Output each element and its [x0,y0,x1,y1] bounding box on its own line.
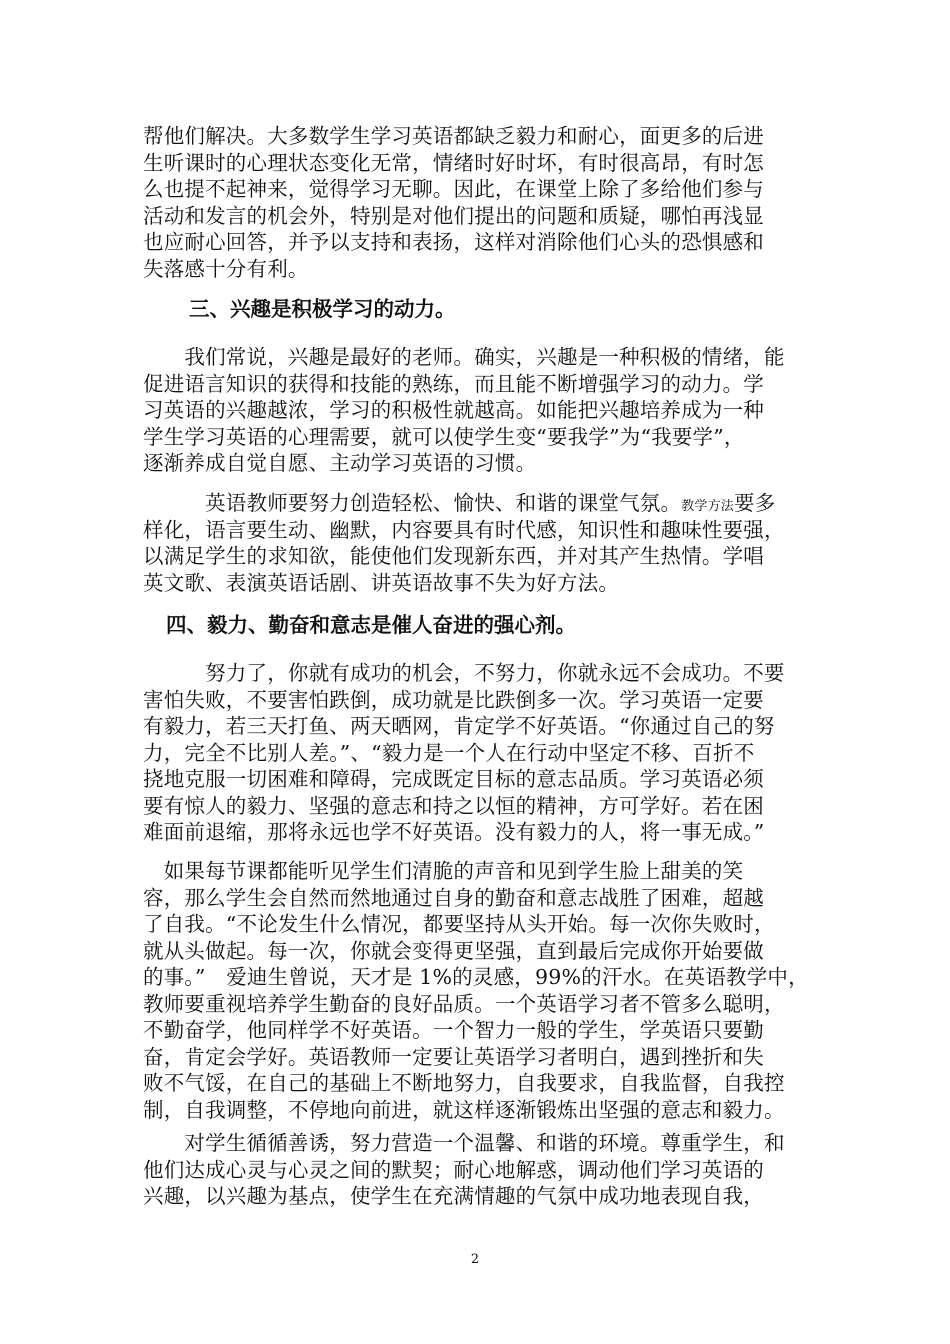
text-run: 英语教师要努力创造轻松、愉快、和谐的课堂气氛。 [143,491,682,515]
text-line: 生听课时的心理状态变化无常，情绪时好时坏，有时很高昂，有时怎 [143,150,764,175]
text-line: 有毅力，若三天打鱼、两天晒网，肯定学不好英语。“你通过自己的努 [143,714,775,738]
text-line: 也应耐心回答，并予以支持和表扬，这样对消除他们心头的恐惧感和 [143,230,764,254]
text-line: 英文歌、表演英语话剧、讲英语故事不失为好方法。 [143,570,620,595]
text-line: 么也提不起神来，觉得学习无聊。因此，在课堂上除了多给他们参与 [143,177,764,201]
text-line: 力，完全不比别人差。”、“毅力是一个人在行动中坚定不移、百折不 [143,740,755,765]
text-line: 以满足学生的求知欲，能使他们发现新东西，并对其产生热情。学唱 [143,544,764,568]
text-line: 挠地克服一切困难和障碍，完成既定目标的意志品质。学习英语必须 [143,767,764,791]
text-line: 的事。” 爱迪生曾说，天才是 1%的灵感，99%的汗水。在英语教学中， [143,965,809,989]
text-line: 要有惊人的毅力、坚强的意志和持之以恒的精神，方可学好。若在困 [143,793,764,818]
text-line: 如果每节课都能听见学生们清脆的声音和见到学生脸上甜美的笑 [143,859,744,883]
text-line: 奋，肯定会学好。英语教师一定要让英语学习者明白，遇到挫折和失 [143,1044,764,1069]
text-line: 对学生循循善诱，努力营造一个温馨、和谐的环境。尊重学生，和 [143,1131,785,1155]
text-line: 帮他们解决。大多数学生学习英语都缺乏毅力和耐心，面更多的后进 [143,124,764,148]
text-line: 教师要重视培养学生勤奋的良好品质。一个英语学习者不管多么聪明， [143,991,785,1016]
text-line: 就从头做起。每一次，你就会变得更坚强，直到最后完成你开始要做 [143,938,764,963]
paragraph-6 [143,1130,807,1210]
text-line: 不勤奋学，他同样学不好英语。一个智力一般的学生，学英语只要勤 [143,1018,764,1042]
text-line: 难面前退缩，那将永远也学不好英语。没有毅力的人，将一事无成。” [143,820,765,844]
paragraph-4 [143,660,807,846]
text-line: 兴趣，以兴趣为基点，使学生在充满情趣的气氛中成功地表现自我， [143,1184,764,1208]
text-line: 容，那么学生会自然而然地通过自身的勤奋和意志战胜了困难，超越 [143,885,764,910]
text-line [143,490,807,517]
paragraph-5 [143,858,807,1123]
text-line: 制，自我调整，不停地向前进，就这样逐渐锻炼出坚强的意志和毅力。 [143,1097,785,1122]
text-line: 败不气馁，在自己的基础上不断地努力，自我要求，自我监督，自我控 [143,1071,785,1095]
text-line: 他们达成心灵与心灵之间的默契；耐心地解惑，调动他们学习英语的 [143,1157,764,1182]
section-heading-4: 四、毅力、勤奋和意志是催人奋进的强心剂。 [166,613,576,637]
paragraph-2 [143,344,807,477]
text-line: 我们常说，兴趣是最好的老师。确实，兴趣是一种积极的情绪，能 [143,345,785,369]
paragraph-1 [143,123,807,282]
text-line: 习英语的兴趣越浓，学习的积极性就越高。如能把兴趣培养成为一种 [143,398,764,422]
text-line: 了自我。“不论发生什么情况，都要坚持从头开始。每一次你失败时， [143,912,775,936]
text-line: 失落感十分有利。 [143,256,309,281]
text-line: 努力了，你就有成功的机会，不努力，你就永远不会成功。不要 [143,661,785,685]
inline-keyword: 教学方法 [681,499,735,514]
page-number: 2 [470,1252,480,1267]
text-line: 促进语言知识的获得和技能的熟练，而且能不断增强学习的动力。学 [143,371,764,396]
text-line: 逐渐养成自觉自愿、主动学习英语的习惯。 [143,451,537,475]
text-line: 活动和发言的机会外，特别是对他们提出的问题和质疑，哪怕再浅显 [143,203,764,228]
text-line: 样化，语言要生动、幽默，内容要具有时代感，知识性和趣味性要强， [143,517,785,542]
section-heading-3: 三、兴趣是积极学习的动力。 [189,297,456,321]
text-run: 要多 [734,491,776,515]
text-line: 害怕失败，不要害怕跌倒，成功就是比跌倒多一次。学习英语一定要 [143,687,764,712]
text-line: 学生学习英语的心理需要，就可以使学生变“要我学”为“我要学”， [143,424,745,449]
paragraph-3 [143,490,807,596]
